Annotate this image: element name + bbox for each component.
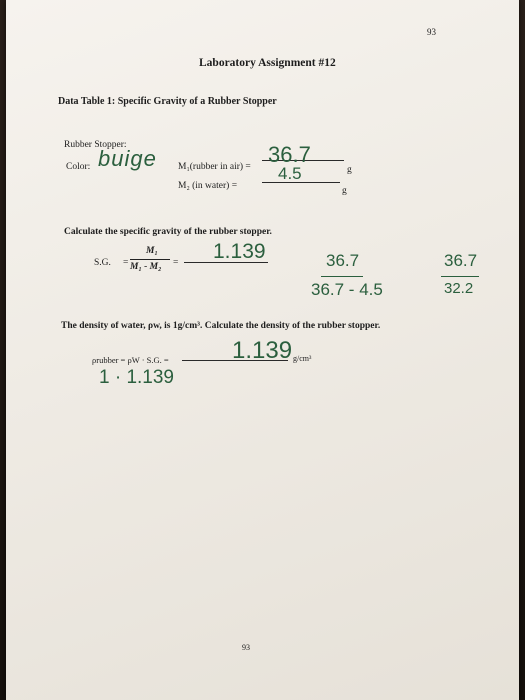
page-number-top: 93 bbox=[427, 27, 436, 37]
mass-in-air-value: 36.7 bbox=[268, 142, 311, 167]
work1-fraction-bar bbox=[321, 276, 363, 277]
density-handwritten-work: 1 · 1.139 bbox=[99, 367, 174, 388]
mass-in-water-value: 4.5 bbox=[278, 164, 302, 183]
sg-fraction-numerator: M₁ bbox=[146, 246, 158, 256]
work2-denominator: 32.2 bbox=[444, 280, 474, 297]
density-unit: g/cm³ bbox=[293, 354, 312, 363]
sg-label: S.G. bbox=[94, 258, 111, 268]
work2-fraction-bar bbox=[441, 276, 479, 277]
page-title: Laboratory Assignment #12 bbox=[199, 57, 336, 69]
sg-handwritten-answer: 1.139 bbox=[213, 240, 266, 263]
sg-equals-2: = bbox=[173, 258, 179, 268]
sg-fraction-denominator: M₁ - M₂ bbox=[130, 262, 162, 272]
work2-numerator: 36.7 bbox=[444, 251, 478, 270]
data-table-title: Data Table 1: Specific Gravity of a Rubber Stopper bbox=[58, 96, 277, 107]
density-prompt: The density of water, ρw, is 1g/cm³. Calculate the density of the rubber stopper. bbox=[61, 321, 381, 331]
sg-equals-1: = bbox=[123, 258, 129, 268]
color-label: Color: bbox=[66, 162, 91, 172]
specific-gravity-prompt: Calculate the specific gravity of the rubber stopper. bbox=[64, 227, 272, 237]
color-handwritten-value: buige bbox=[98, 146, 157, 171]
rubber-stopper-heading: Rubber Stopper: bbox=[64, 140, 127, 150]
worksheet-page bbox=[6, 0, 519, 700]
work1-numerator: 36.7 bbox=[326, 251, 360, 270]
density-handwritten-answer: 1.139 bbox=[232, 337, 293, 364]
density-equation: ρrubber = ρW · S.G. = bbox=[92, 355, 169, 365]
mass-in-water-label: M₂ (in water) = bbox=[178, 181, 238, 191]
mass-in-air-unit: g bbox=[347, 165, 352, 175]
sg-fraction-bar bbox=[130, 259, 170, 260]
mass-in-water-unit: g bbox=[342, 186, 347, 196]
work1-denominator: 36.7 - 4.5 bbox=[311, 280, 383, 299]
page-number-bottom: 93 bbox=[242, 643, 250, 652]
mass-in-air-label: M₁(rubber in air) = bbox=[178, 162, 251, 172]
